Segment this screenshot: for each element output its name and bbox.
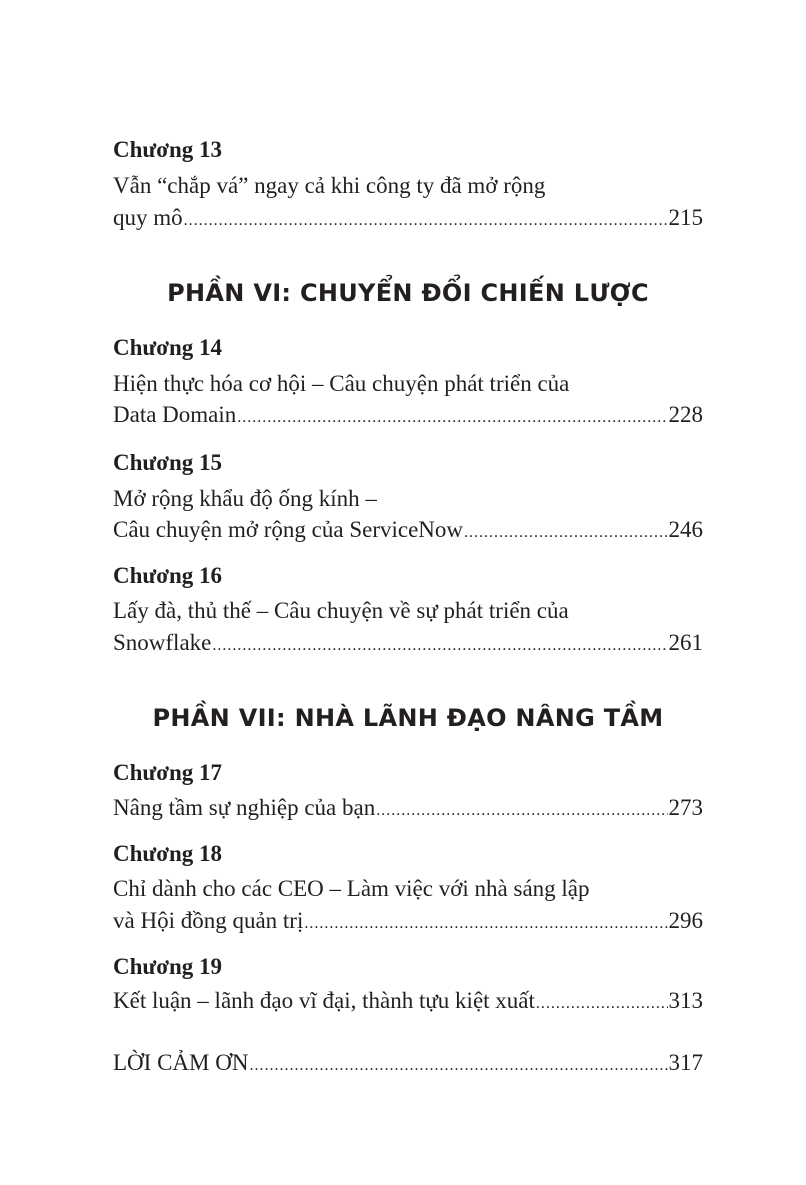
chapter-16-page: 261 [668,630,703,655]
chapter-19-label: Chương 19 [113,954,222,979]
chapter-15-label: Chương 15 [113,450,222,475]
dot-leader [376,797,667,825]
chapter-14-title-line2: Data Domain [113,402,237,427]
part-7-heading: PHẦN VII: NHÀ LÃNH ĐẠO NÂNG TẦM [152,704,664,732]
chapter-14-title-line1: Hiện thực hóa cơ hội – Câu chuyện phát triển của [113,371,570,396]
chapter-14-label: Chương 14 [113,335,222,360]
dot-leader [536,990,668,1018]
dot-leader [184,207,668,235]
chapter-18-title-line1: Chỉ dành cho các CEO – Làm việc với nhà sáng lập [113,876,590,901]
chapter-16-entry [113,629,703,660]
chapter-13-title-line1: Vẫn “chắp vá” ngay cả khi công ty đã mở rộng [113,173,546,198]
chapter-14-page: 228 [668,402,703,427]
chapter-13-title-line2: quy mô [113,205,183,230]
chapter-18-label: Chương 18 [113,841,222,866]
toc-page [113,0,703,1185]
chapter-19-title: Kết luận – lãnh đạo vĩ đại, thành tựu kiệt xuất [113,988,535,1013]
acknowledgements-page: 317 [668,1050,703,1075]
chapter-14-entry [113,401,703,432]
chapter-15-title-line2: Câu chuyện mở rộng của ServiceNow [113,517,464,542]
chapter-17-title: Nâng tầm sự nghiệp của bạn [113,795,376,820]
acknowledgements-title: LỜI CẢM ƠN [113,1050,249,1075]
chapter-13-entry [113,204,703,235]
dot-leader [237,404,667,432]
part-6-heading: PHẦN VI: CHUYỂN ĐỔI CHIẾN LƯỢC [167,279,649,307]
chapter-18-title-line2: và Hội đồng quản trị [113,908,304,933]
chapter-18-entry [113,907,703,938]
chapter-17-entry [113,794,703,825]
chapter-15-title-line1: Mở rộng khẩu độ ống kính – [113,486,377,511]
chapter-15-page: 246 [668,517,703,542]
dot-leader [249,1052,667,1080]
chapter-17-page: 273 [668,795,703,820]
dot-leader [304,910,667,938]
dot-leader [212,632,667,660]
chapter-16-title-line2: Snowflake [113,630,212,655]
chapter-19-page: 313 [668,988,703,1013]
dot-leader [464,519,667,547]
chapter-13-page: 215 [668,205,703,230]
chapter-17-label: Chương 17 [113,760,222,785]
chapter-16-label: Chương 16 [113,563,222,588]
chapter-18-page: 296 [668,908,703,933]
chapter-13-label: Chương 13 [113,137,222,162]
chapter-16-title-line1: Lấy đà, thủ thế – Câu chuyện về sự phát triển của [113,598,569,623]
chapter-19-entry [113,987,703,1018]
chapter-15-entry [113,516,703,547]
acknowledgements-entry [113,1049,703,1080]
